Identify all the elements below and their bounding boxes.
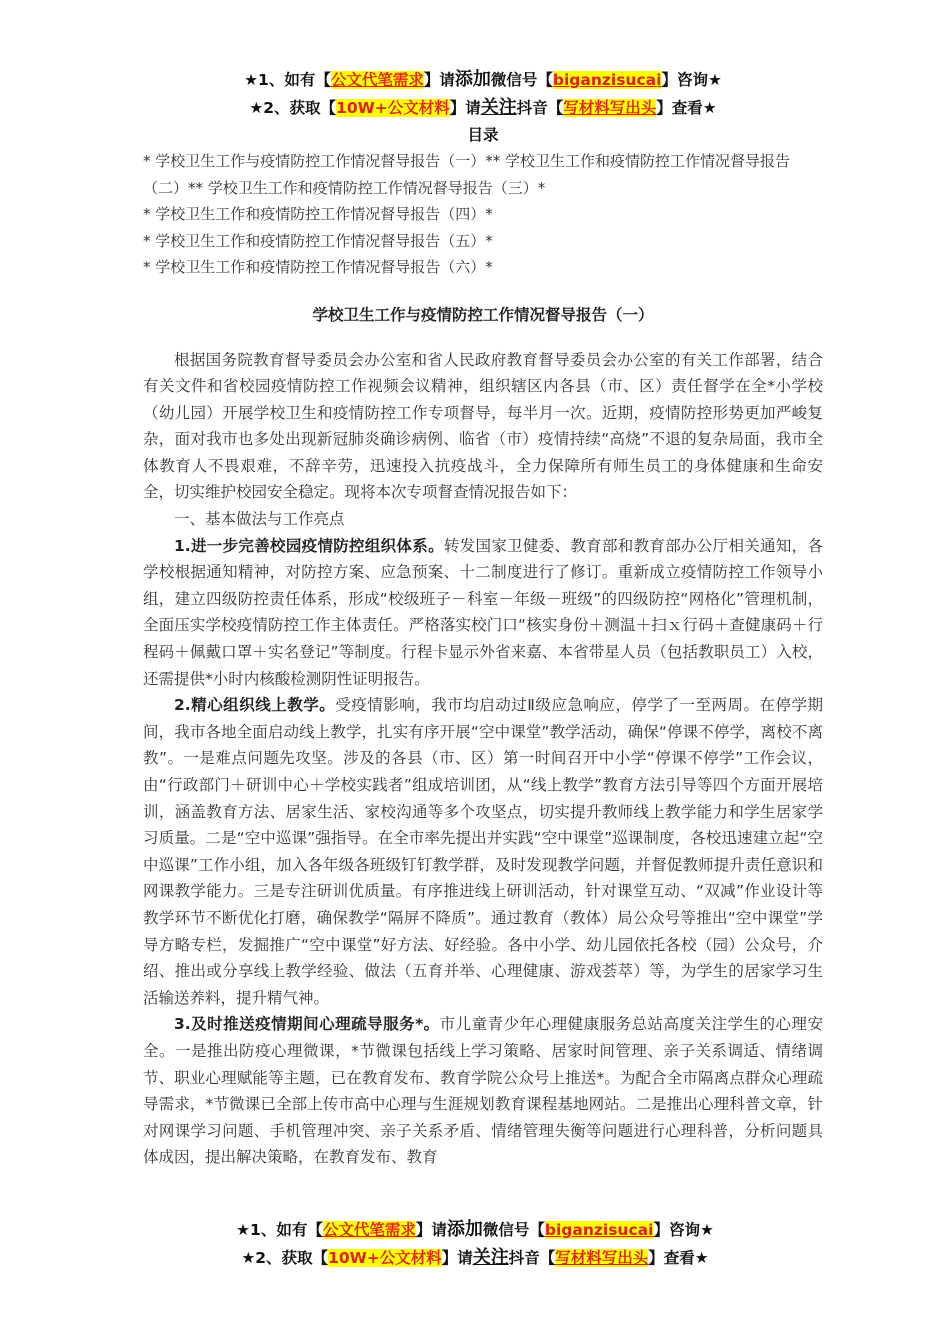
banner-text: 】查看★ bbox=[656, 99, 717, 117]
highlight-materials: 10W+公文材料 bbox=[328, 1249, 442, 1267]
banner-emphasis: 关注 bbox=[480, 97, 517, 118]
highlight-service: 公文代笔需求 bbox=[322, 1221, 416, 1239]
paragraph-3-heading: 3.及时推送疫情期间心理疏导服务*。 bbox=[174, 1015, 440, 1034]
highlight-douyin: 写材料写出头 bbox=[555, 1249, 649, 1267]
table-of-contents bbox=[143, 148, 823, 281]
banner-text: 】请 bbox=[449, 99, 481, 117]
report-title: 学校卫生工作与疫情防控工作情况督导报告（一） bbox=[312, 305, 654, 324]
highlight-douyin: 写材料写出头 bbox=[563, 99, 657, 117]
banner-text: 】咨询★ bbox=[653, 1221, 714, 1239]
banner-text: 微信号【 bbox=[490, 71, 553, 89]
banner-top bbox=[143, 66, 823, 122]
banner-text: 微信号【 bbox=[482, 1221, 545, 1239]
toc-entry[interactable]: * 学校卫生工作和疫情防控工作情况督导报告（五）* bbox=[143, 231, 493, 250]
paragraph-2-heading: 2.精心组织线上教学。 bbox=[174, 696, 336, 715]
banner-line-1 bbox=[0, 1216, 950, 1244]
intro-paragraph: 根据国务院教育督导委员会办公室和省人民政府教育督导委员会办公室的有关工作部署，结合有关文件和省校园疫情防控工作视频会议精神，组织辖区内各县（市、区）责任督学在全*小学校（幼儿园）开展学校卫生和疫情防控工作专项督导，每半月一次。近期，疫情防控形势更加严峻复杂，面对我市也多处出现新冠肺炎确诊病例、临省（市）疫情持续“高烧”不退的复杂局面，我市全体教育人不畏艰难，不辞辛劳，迅速投入抗疫战斗，全力保障所有师生员工的身体健康和生命安全，切实维护校园安全稳定。现将本次专项督查情况报告如下： bbox=[143, 350, 823, 502]
toc-entry[interactable]: * 学校卫生工作和疫情防控工作情况督导报告（六）* bbox=[143, 258, 493, 276]
banner-emphasis: 关注 bbox=[472, 1247, 509, 1268]
banner-text: ★1、如有【 bbox=[244, 71, 331, 89]
banner-bottom bbox=[0, 1216, 950, 1272]
banner-line-2 bbox=[143, 94, 823, 122]
banner-text: 】请 bbox=[415, 1221, 447, 1239]
banner-line-2 bbox=[0, 1244, 950, 1272]
banner-text: 抖音【 bbox=[508, 1249, 556, 1267]
banner-text: ★2、获取【 bbox=[241, 1249, 329, 1267]
document-page bbox=[143, 66, 823, 1171]
banner-text: ★1、如有【 bbox=[236, 1221, 323, 1239]
banner-emphasis: 添加 bbox=[454, 69, 491, 90]
banner-text: 】咨询★ bbox=[661, 71, 722, 89]
paragraph-1-text: 转发国家卫健委、教育部和教育部办公厅相关通知，各学校根据通知精神，对防控方案、应急预案、十二制度进行了修订。重新成立疫情防控工作领导小组，建立四级防控责任体系，形成“校级班子－科室－年级－班级”的四级防控“网格化”管理机制，全面压实学校疫情防控工作主体责任。严格落实校门口“核实身份＋测温＋扫ｘ行码＋查健康码＋行程码＋佩戴口罩＋实名登记”等制度。行程卡显示外省来嘉、本省带星人员（包括教职员工）入校，还需提供*小时内核酸检测阴性证明报告。 bbox=[143, 536, 823, 688]
paragraph-3 bbox=[143, 1011, 823, 1171]
paragraph-2-text: 受疫情影响，我市均启动过Ⅱ级应急响应，停学了一至两周。在停学期间，我市各地全面启动线上教学，扎实有序开展“空中课堂”教学活动，确保“停课不停学，离校不离教”。一是难点问题先攻坚。涉及的各县（市、区）第一时间召开中小学“停课不停学”工作会议，由“行政部门＋研训中心＋学校实践者”组成培训团，从“线上教学”教育方法引导等四个方面开展培训，涵盖教育方法、居家生活、家校沟通等多个攻坚点，切实提升教师线上教学能力和学生居家学习质量。二是“空中巡课”强指导。在全市率先提出并实践“空中课堂”巡课制度，各校迅速建立起“空中巡课”工作小组，加入各年级各班级钉钉教学群，及时发现教学问题，并督促教师提升责任意识和网课教学能力。三是专注研训优质量。有序推进线上研训活动，针对课堂互动、“双减”作业设计等教学环节不断优化打磨，确保教学“隔屏不降质”。通过教育（教体）局公众号等推出“空中课堂”学导方略专栏，发掘推广“空中课堂”好方法、好经验。各中小学、幼儿园依托各校（园）公众号，介绍、推出或分享线上教学经验、做法（五育并举、心理健康、游戏荟萃）等，为学生的居家学习生活输送养料，提升精气神。 bbox=[143, 696, 823, 1007]
report-body bbox=[143, 347, 823, 1171]
toc-entry[interactable]: * 学校卫生工作与疫情防控工作情况督导报告（一）** 学校卫生工作和疫情防控工作情况督导报告（二）** 学校卫生工作和疫情防控工作情况督导报告（三）* bbox=[143, 152, 791, 197]
section-heading: 一、基本做法与工作亮点 bbox=[174, 510, 345, 529]
highlight-service: 公文代笔需求 bbox=[330, 71, 424, 89]
banner-text: 抖音【 bbox=[516, 99, 564, 117]
highlight-wechat-id: biganzisucai bbox=[544, 1221, 654, 1239]
paragraph-2 bbox=[143, 692, 823, 1011]
banner-text: 】查看★ bbox=[648, 1249, 709, 1267]
banner-text: 】请 bbox=[423, 71, 455, 89]
toc-entry[interactable]: * 学校卫生工作和疫情防控工作情况督导报告（四）* bbox=[143, 205, 493, 223]
highlight-materials: 10W+公文材料 bbox=[336, 99, 450, 117]
banner-line-1 bbox=[143, 66, 823, 94]
paragraph-1 bbox=[143, 533, 823, 693]
banner-emphasis: 添加 bbox=[446, 1219, 483, 1240]
banner-text: 】请 bbox=[441, 1249, 473, 1267]
paragraph-3-text: 市儿童青少年心理健康服务总站高度关注学生的心理安全。一是推出防疫心理微课，*节微课包括线上学习策略、居家时间管理、亲子关系调适、情绪调节、职业心理赋能等主题，已在教育发布、教育学院公众号上推送*。为配合全市隔离点群众心理疏导需求，*节微课已全部上传市高中心理与生涯规划教育课程基地网站。二是推出心理科普文章，针对网课学习问题、手机管理冲突、亲子关系矛盾、情绪管理失衡等问题进行心理科普，分析问题具体成因，提出解决策略，在教育发布、教育 bbox=[143, 1015, 823, 1167]
banner-text: ★2、获取【 bbox=[249, 99, 337, 117]
highlight-wechat-id: biganzisucai bbox=[552, 71, 662, 89]
paragraph-1-heading: 1.进一步完善校园疫情防控组织体系。 bbox=[174, 536, 444, 555]
toc-title: 目录 bbox=[467, 126, 499, 144]
